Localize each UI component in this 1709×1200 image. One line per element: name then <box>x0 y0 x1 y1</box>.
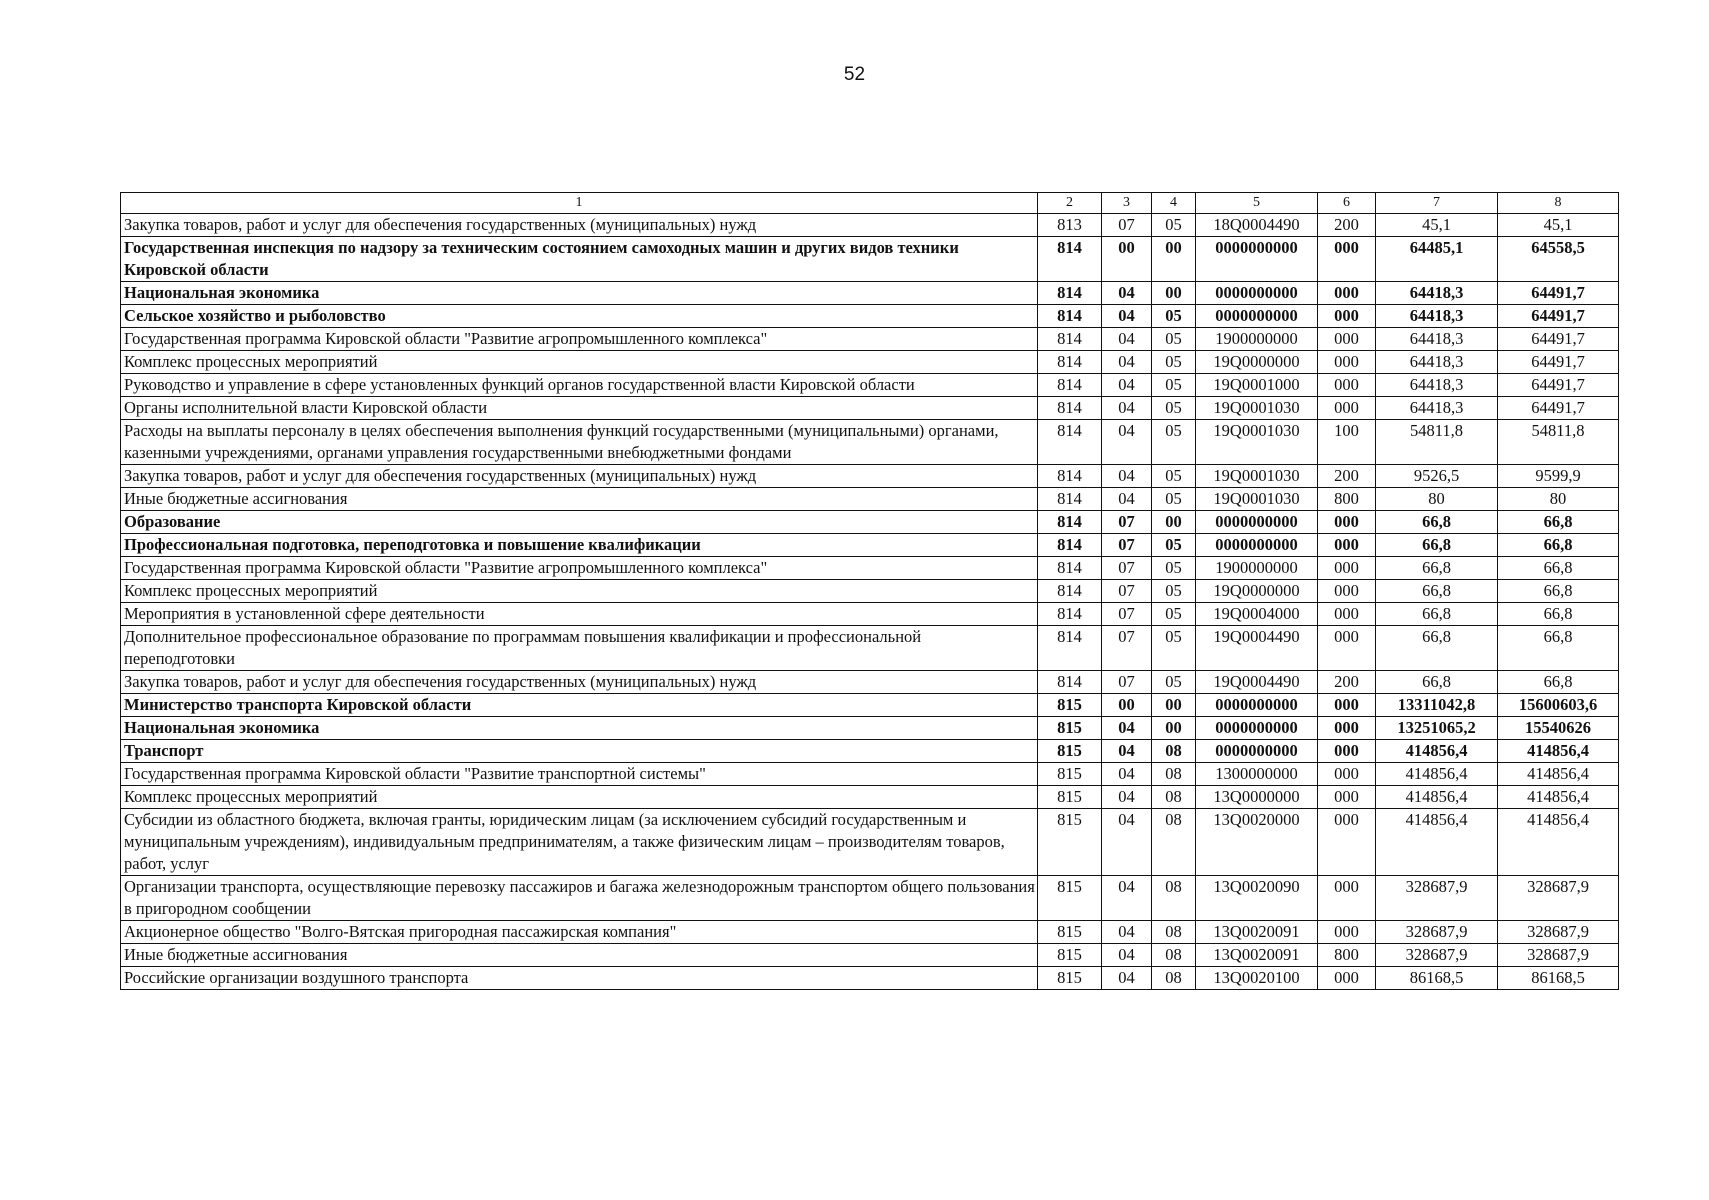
subsection-cell: 05 <box>1152 351 1196 374</box>
section-cell: 04 <box>1102 717 1152 740</box>
subsection-cell: 05 <box>1152 305 1196 328</box>
target-article-cell: 0000000000 <box>1196 305 1318 328</box>
amount-col8-cell: 64558,5 <box>1498 237 1619 282</box>
amount-col7-cell: 414856,4 <box>1376 763 1498 786</box>
table-row <box>121 967 1619 990</box>
section-cell: 00 <box>1102 694 1152 717</box>
column-header: 3 <box>1102 193 1152 214</box>
subsection-cell: 08 <box>1152 921 1196 944</box>
row-name-cell: Дополнительное профессиональное образование по программам повышения квалификации и профессиональной переподготовки <box>121 626 1038 671</box>
target-article-cell: 13Q0020091 <box>1196 921 1318 944</box>
target-article-cell: 19Q0001030 <box>1196 488 1318 511</box>
table-row <box>121 397 1619 420</box>
admin-code-cell: 815 <box>1038 717 1102 740</box>
amount-col7-cell: 86168,5 <box>1376 967 1498 990</box>
column-header: 4 <box>1152 193 1196 214</box>
admin-code-cell: 815 <box>1038 944 1102 967</box>
budget-table <box>120 192 1619 990</box>
target-article-cell: 1900000000 <box>1196 557 1318 580</box>
row-name-cell: Сельское хозяйство и рыболовство <box>121 305 1038 328</box>
subsection-cell: 05 <box>1152 603 1196 626</box>
expense-type-cell: 800 <box>1318 488 1376 511</box>
table-row <box>121 237 1619 282</box>
table-row <box>121 488 1619 511</box>
admin-code-cell: 814 <box>1038 420 1102 465</box>
row-name-cell: Организации транспорта, осуществляющие перевозку пассажиров и багажа железнодорожным транспортом общего пользования в пригородном сообщении <box>121 876 1038 921</box>
amount-col7-cell: 414856,4 <box>1376 786 1498 809</box>
amount-col7-cell: 9526,5 <box>1376 465 1498 488</box>
section-cell: 04 <box>1102 328 1152 351</box>
amount-col7-cell: 64418,3 <box>1376 351 1498 374</box>
table-row <box>121 328 1619 351</box>
subsection-cell: 00 <box>1152 511 1196 534</box>
row-name-cell: Руководство и управление в сфере установленных функций органов государственной власти Кировской области <box>121 374 1038 397</box>
expense-type-cell: 000 <box>1318 717 1376 740</box>
row-name-cell: Национальная экономика <box>121 717 1038 740</box>
target-article-cell: 0000000000 <box>1196 694 1318 717</box>
admin-code-cell: 815 <box>1038 740 1102 763</box>
subsection-cell: 05 <box>1152 328 1196 351</box>
table-row <box>121 809 1619 876</box>
section-cell: 04 <box>1102 465 1152 488</box>
section-cell: 07 <box>1102 534 1152 557</box>
expense-type-cell: 800 <box>1318 944 1376 967</box>
section-cell: 07 <box>1102 214 1152 237</box>
table-row <box>121 626 1619 671</box>
amount-col7-cell: 13311042,8 <box>1376 694 1498 717</box>
subsection-cell: 05 <box>1152 557 1196 580</box>
table-row <box>121 671 1619 694</box>
target-article-cell: 19Q0001030 <box>1196 397 1318 420</box>
target-article-cell: 13Q0020000 <box>1196 809 1318 876</box>
subsection-cell: 00 <box>1152 717 1196 740</box>
table-row <box>121 944 1619 967</box>
amount-col8-cell: 414856,4 <box>1498 786 1619 809</box>
expense-type-cell: 000 <box>1318 626 1376 671</box>
page-number: 52 <box>843 64 866 85</box>
table-row <box>121 374 1619 397</box>
amount-col8-cell: 64491,7 <box>1498 397 1619 420</box>
row-name-cell: Закупка товаров, работ и услуг для обеспечения государственных (муниципальных) нужд <box>121 214 1038 237</box>
subsection-cell: 05 <box>1152 671 1196 694</box>
subsection-cell: 05 <box>1152 488 1196 511</box>
target-article-cell: 1900000000 <box>1196 328 1318 351</box>
target-article-cell: 19Q0000000 <box>1196 351 1318 374</box>
expense-type-cell: 000 <box>1318 876 1376 921</box>
column-header: 7 <box>1376 193 1498 214</box>
amount-col8-cell: 64491,7 <box>1498 305 1619 328</box>
row-name-cell: Закупка товаров, работ и услуг для обеспечения государственных (муниципальных) нужд <box>121 465 1038 488</box>
subsection-cell: 08 <box>1152 967 1196 990</box>
admin-code-cell: 814 <box>1038 511 1102 534</box>
amount-col8-cell: 54811,8 <box>1498 420 1619 465</box>
expense-type-cell: 000 <box>1318 534 1376 557</box>
row-name-cell: Органы исполнительной власти Кировской области <box>121 397 1038 420</box>
expense-type-cell: 200 <box>1318 214 1376 237</box>
table-row <box>121 557 1619 580</box>
admin-code-cell: 814 <box>1038 305 1102 328</box>
amount-col7-cell: 66,8 <box>1376 557 1498 580</box>
amount-col8-cell: 328687,9 <box>1498 944 1619 967</box>
table-row <box>121 511 1619 534</box>
amount-col7-cell: 414856,4 <box>1376 740 1498 763</box>
row-name-cell: Субсидии из областного бюджета, включая гранты, юридическим лицам (за исключением субсидий государственным и муниципальным учреждениям), индивидуальным предпринимателям, а также физическим лицам – производителям товаров, работ, услуг <box>121 809 1038 876</box>
row-name-cell: Закупка товаров, работ и услуг для обеспечения государственных (муниципальных) нужд <box>121 671 1038 694</box>
amount-col7-cell: 328687,9 <box>1376 921 1498 944</box>
subsection-cell: 08 <box>1152 876 1196 921</box>
subsection-cell: 00 <box>1152 282 1196 305</box>
table-row <box>121 694 1619 717</box>
amount-col7-cell: 64418,3 <box>1376 397 1498 420</box>
target-article-cell: 18Q0004490 <box>1196 214 1318 237</box>
section-cell: 07 <box>1102 626 1152 671</box>
amount-col8-cell: 64491,7 <box>1498 374 1619 397</box>
admin-code-cell: 814 <box>1038 580 1102 603</box>
amount-col8-cell: 45,1 <box>1498 214 1619 237</box>
admin-code-cell: 814 <box>1038 237 1102 282</box>
expense-type-cell: 000 <box>1318 328 1376 351</box>
section-cell: 04 <box>1102 876 1152 921</box>
target-article-cell: 19Q0004000 <box>1196 603 1318 626</box>
row-name-cell: Расходы на выплаты персоналу в целях обеспечения выполнения функций государственными (муниципальными) органами, казенными учреждениями, органами управления государственными внебюджетными фондами <box>121 420 1038 465</box>
amount-col7-cell: 66,8 <box>1376 626 1498 671</box>
amount-col7-cell: 54811,8 <box>1376 420 1498 465</box>
expense-type-cell: 000 <box>1318 580 1376 603</box>
row-name-cell: Комплекс процессных мероприятий <box>121 351 1038 374</box>
admin-code-cell: 814 <box>1038 626 1102 671</box>
admin-code-cell: 814 <box>1038 397 1102 420</box>
row-name-cell: Государственная программа Кировской области "Развитие агропромышленного комплекса" <box>121 557 1038 580</box>
column-header: 5 <box>1196 193 1318 214</box>
row-name-cell: Комплекс процессных мероприятий <box>121 580 1038 603</box>
section-cell: 04 <box>1102 305 1152 328</box>
admin-code-cell: 815 <box>1038 694 1102 717</box>
admin-code-cell: 815 <box>1038 809 1102 876</box>
row-name-cell: Иные бюджетные ассигнования <box>121 944 1038 967</box>
amount-col8-cell: 9599,9 <box>1498 465 1619 488</box>
admin-code-cell: 815 <box>1038 921 1102 944</box>
admin-code-cell: 814 <box>1038 488 1102 511</box>
expense-type-cell: 000 <box>1318 921 1376 944</box>
admin-code-cell: 814 <box>1038 465 1102 488</box>
row-name-cell: Иные бюджетные ассигнования <box>121 488 1038 511</box>
section-cell: 04 <box>1102 967 1152 990</box>
target-article-cell: 19Q0004490 <box>1196 671 1318 694</box>
row-name-cell: Государственная программа Кировской области "Развитие агропромышленного комплекса" <box>121 328 1038 351</box>
amount-col7-cell: 64418,3 <box>1376 305 1498 328</box>
expense-type-cell: 000 <box>1318 305 1376 328</box>
expense-type-cell: 000 <box>1318 374 1376 397</box>
expense-type-cell: 000 <box>1318 740 1376 763</box>
expense-type-cell: 000 <box>1318 351 1376 374</box>
expense-type-cell: 000 <box>1318 237 1376 282</box>
section-cell: 04 <box>1102 282 1152 305</box>
subsection-cell: 05 <box>1152 214 1196 237</box>
subsection-cell: 08 <box>1152 944 1196 967</box>
subsection-cell: 00 <box>1152 237 1196 282</box>
target-article-cell: 0000000000 <box>1196 740 1318 763</box>
expense-type-cell: 100 <box>1318 420 1376 465</box>
row-name-cell: Государственная инспекция по надзору за техническим состоянием самоходных машин и других видов техники Кировской области <box>121 237 1038 282</box>
section-cell: 04 <box>1102 921 1152 944</box>
admin-code-cell: 814 <box>1038 351 1102 374</box>
expense-type-cell: 000 <box>1318 603 1376 626</box>
amount-col8-cell: 64491,7 <box>1498 328 1619 351</box>
table-row <box>121 603 1619 626</box>
admin-code-cell: 814 <box>1038 328 1102 351</box>
amount-col8-cell: 66,8 <box>1498 580 1619 603</box>
table-body <box>121 214 1619 990</box>
amount-col7-cell: 66,8 <box>1376 671 1498 694</box>
section-cell: 04 <box>1102 740 1152 763</box>
amount-col7-cell: 66,8 <box>1376 580 1498 603</box>
amount-col7-cell: 328687,9 <box>1376 876 1498 921</box>
row-name-cell: Профессиональная подготовка, переподготовка и повышение квалификации <box>121 534 1038 557</box>
amount-col7-cell: 80 <box>1376 488 1498 511</box>
column-header-row <box>121 193 1619 214</box>
target-article-cell: 13Q0020090 <box>1196 876 1318 921</box>
amount-col8-cell: 66,8 <box>1498 671 1619 694</box>
amount-col8-cell: 66,8 <box>1498 557 1619 580</box>
table-row <box>121 305 1619 328</box>
target-article-cell: 13Q0000000 <box>1196 786 1318 809</box>
section-cell: 04 <box>1102 786 1152 809</box>
row-name-cell: Национальная экономика <box>121 282 1038 305</box>
table-row <box>121 717 1619 740</box>
amount-col7-cell: 66,8 <box>1376 603 1498 626</box>
row-name-cell: Комплекс процессных мероприятий <box>121 786 1038 809</box>
table-row <box>121 351 1619 374</box>
table-row <box>121 876 1619 921</box>
expense-type-cell: 200 <box>1318 465 1376 488</box>
amount-col7-cell: 64418,3 <box>1376 282 1498 305</box>
row-name-cell: Транспорт <box>121 740 1038 763</box>
table-row <box>121 534 1619 557</box>
section-cell: 04 <box>1102 763 1152 786</box>
amount-col8-cell: 15600603,6 <box>1498 694 1619 717</box>
admin-code-cell: 814 <box>1038 671 1102 694</box>
table-row <box>121 465 1619 488</box>
row-name-cell: Российские организации воздушного транспорта <box>121 967 1038 990</box>
amount-col8-cell: 80 <box>1498 488 1619 511</box>
section-cell: 07 <box>1102 580 1152 603</box>
expense-type-cell: 000 <box>1318 809 1376 876</box>
admin-code-cell: 814 <box>1038 282 1102 305</box>
section-cell: 04 <box>1102 420 1152 465</box>
expense-type-cell: 000 <box>1318 694 1376 717</box>
expense-type-cell: 000 <box>1318 397 1376 420</box>
target-article-cell: 0000000000 <box>1196 717 1318 740</box>
table-row <box>121 786 1619 809</box>
amount-col8-cell: 66,8 <box>1498 511 1619 534</box>
subsection-cell: 08 <box>1152 786 1196 809</box>
subsection-cell: 08 <box>1152 763 1196 786</box>
admin-code-cell: 814 <box>1038 374 1102 397</box>
subsection-cell: 05 <box>1152 397 1196 420</box>
admin-code-cell: 815 <box>1038 967 1102 990</box>
section-cell: 07 <box>1102 671 1152 694</box>
amount-col7-cell: 328687,9 <box>1376 944 1498 967</box>
target-article-cell: 0000000000 <box>1196 282 1318 305</box>
section-cell: 07 <box>1102 603 1152 626</box>
table-row <box>121 420 1619 465</box>
target-article-cell: 19Q0001000 <box>1196 374 1318 397</box>
section-cell: 00 <box>1102 237 1152 282</box>
section-cell: 07 <box>1102 557 1152 580</box>
expense-type-cell: 000 <box>1318 511 1376 534</box>
amount-col8-cell: 66,8 <box>1498 534 1619 557</box>
amount-col7-cell: 66,8 <box>1376 511 1498 534</box>
amount-col8-cell: 414856,4 <box>1498 740 1619 763</box>
column-header: 6 <box>1318 193 1376 214</box>
amount-col8-cell: 64491,7 <box>1498 351 1619 374</box>
amount-col8-cell: 86168,5 <box>1498 967 1619 990</box>
amount-col7-cell: 414856,4 <box>1376 809 1498 876</box>
target-article-cell: 0000000000 <box>1196 534 1318 557</box>
expense-type-cell: 000 <box>1318 786 1376 809</box>
target-article-cell: 0000000000 <box>1196 511 1318 534</box>
amount-col8-cell: 414856,4 <box>1498 809 1619 876</box>
admin-code-cell: 815 <box>1038 763 1102 786</box>
amount-col7-cell: 64418,3 <box>1376 374 1498 397</box>
amount-col8-cell: 328687,9 <box>1498 921 1619 944</box>
section-cell: 04 <box>1102 944 1152 967</box>
target-article-cell: 13Q0020091 <box>1196 944 1318 967</box>
table-row <box>121 282 1619 305</box>
subsection-cell: 00 <box>1152 694 1196 717</box>
amount-col7-cell: 64485,1 <box>1376 237 1498 282</box>
expense-type-cell: 000 <box>1318 967 1376 990</box>
table-row <box>121 740 1619 763</box>
table-row <box>121 921 1619 944</box>
target-article-cell: 19Q0000000 <box>1196 580 1318 603</box>
amount-col7-cell: 64418,3 <box>1376 328 1498 351</box>
target-article-cell: 0000000000 <box>1196 237 1318 282</box>
amount-col7-cell: 66,8 <box>1376 534 1498 557</box>
subsection-cell: 05 <box>1152 626 1196 671</box>
target-article-cell: 19Q0004490 <box>1196 626 1318 671</box>
section-cell: 07 <box>1102 511 1152 534</box>
table-row <box>121 763 1619 786</box>
subsection-cell: 05 <box>1152 580 1196 603</box>
subsection-cell: 05 <box>1152 420 1196 465</box>
row-name-cell: Мероприятия в установленной сфере деятельности <box>121 603 1038 626</box>
amount-col8-cell: 414856,4 <box>1498 763 1619 786</box>
admin-code-cell: 814 <box>1038 603 1102 626</box>
section-cell: 04 <box>1102 351 1152 374</box>
amount-col8-cell: 64491,7 <box>1498 282 1619 305</box>
target-article-cell: 19Q0001030 <box>1196 465 1318 488</box>
row-name-cell: Министерство транспорта Кировской области <box>121 694 1038 717</box>
target-article-cell: 13Q0020100 <box>1196 967 1318 990</box>
column-header: 2 <box>1038 193 1102 214</box>
subsection-cell: 08 <box>1152 740 1196 763</box>
subsection-cell: 05 <box>1152 374 1196 397</box>
section-cell: 04 <box>1102 488 1152 511</box>
table-row <box>121 214 1619 237</box>
admin-code-cell: 815 <box>1038 786 1102 809</box>
row-name-cell: Образование <box>121 511 1038 534</box>
amount-col7-cell: 45,1 <box>1376 214 1498 237</box>
subsection-cell: 05 <box>1152 534 1196 557</box>
target-article-cell: 1300000000 <box>1196 763 1318 786</box>
expense-type-cell: 000 <box>1318 763 1376 786</box>
admin-code-cell: 814 <box>1038 557 1102 580</box>
table-row <box>121 580 1619 603</box>
section-cell: 04 <box>1102 397 1152 420</box>
amount-col8-cell: 66,8 <box>1498 603 1619 626</box>
expense-type-cell: 000 <box>1318 282 1376 305</box>
admin-code-cell: 815 <box>1038 876 1102 921</box>
section-cell: 04 <box>1102 809 1152 876</box>
section-cell: 04 <box>1102 374 1152 397</box>
subsection-cell: 08 <box>1152 809 1196 876</box>
admin-code-cell: 814 <box>1038 534 1102 557</box>
column-header: 1 <box>121 193 1038 214</box>
admin-code-cell: 813 <box>1038 214 1102 237</box>
expense-type-cell: 000 <box>1318 557 1376 580</box>
expense-type-cell: 200 <box>1318 671 1376 694</box>
row-name-cell: Акционерное общество "Волго-Вятская пригородная пассажирская компания" <box>121 921 1038 944</box>
amount-col8-cell: 15540626 <box>1498 717 1619 740</box>
target-article-cell: 19Q0001030 <box>1196 420 1318 465</box>
amount-col8-cell: 66,8 <box>1498 626 1619 671</box>
subsection-cell: 05 <box>1152 465 1196 488</box>
amount-col8-cell: 328687,9 <box>1498 876 1619 921</box>
row-name-cell: Государственная программа Кировской области "Развитие транспортной системы" <box>121 763 1038 786</box>
column-header: 8 <box>1498 193 1619 214</box>
amount-col7-cell: 13251065,2 <box>1376 717 1498 740</box>
